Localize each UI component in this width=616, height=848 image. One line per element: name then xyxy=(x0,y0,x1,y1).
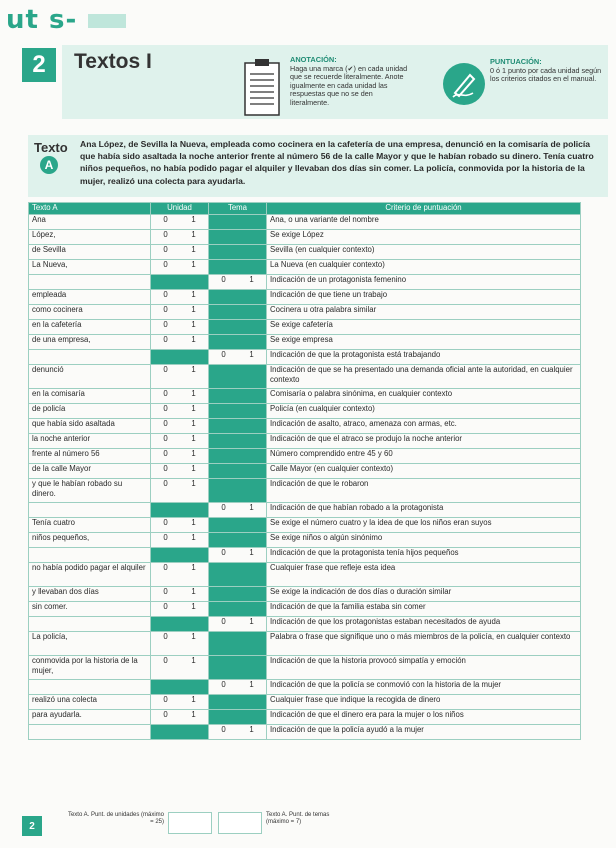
unidad-score-cell[interactable] xyxy=(151,230,209,245)
criterio-cell: Sevilla (en cualquier contexto) xyxy=(267,245,581,260)
criterio-cell: Ana, o una variante del nombre xyxy=(267,215,581,230)
temas-label: Texto A. Punt. de temas (máximo = 7) xyxy=(266,812,330,825)
score-one[interactable]: 1 xyxy=(249,617,254,626)
unidad-blank-cell xyxy=(151,617,209,632)
unidad-blank-cell xyxy=(151,725,209,740)
unidad-score-cell[interactable] xyxy=(151,335,209,350)
temas-footer-label xyxy=(266,812,336,825)
score-one[interactable]: 1 xyxy=(191,230,196,239)
texto-a-unit: de Sevilla xyxy=(29,245,151,260)
score-one[interactable]: 1 xyxy=(191,434,196,443)
texto-label: Texto xyxy=(34,140,68,155)
tema-blank-cell xyxy=(209,215,267,230)
score-zero[interactable]: 0 xyxy=(163,290,168,299)
publisher-logo: ut s- xyxy=(6,5,78,35)
score-zero[interactable]: 0 xyxy=(163,533,168,542)
unidad-score-cell[interactable] xyxy=(151,365,209,389)
anotacion-label: ANOTACIÓN: xyxy=(290,55,337,64)
score-one[interactable]: 1 xyxy=(191,602,196,611)
criterio-cell: Indicación de que tiene un trabajo xyxy=(267,290,581,305)
criterio-cell: Indicación de que la familia estaba sin comer xyxy=(267,602,581,617)
texto-letter-badge: A xyxy=(40,156,58,174)
score-zero[interactable]: 0 xyxy=(163,260,168,269)
clipboard-icon xyxy=(244,58,280,116)
criterio-cell: Cocinera u otra palabra similar xyxy=(267,305,581,320)
score-zero[interactable]: 0 xyxy=(221,350,226,359)
score-zero[interactable]: 0 xyxy=(163,230,168,239)
unit-row xyxy=(29,587,581,602)
criterio-cell: Policía (en cualquier contexto) xyxy=(267,404,581,419)
unit-row xyxy=(29,404,581,419)
puntuacion-note xyxy=(490,58,608,84)
criterio-cell: La Nueva (en cualquier contexto) xyxy=(267,260,581,275)
score-one[interactable]: 1 xyxy=(249,275,254,284)
page-title: Textos I xyxy=(74,50,152,73)
unidad-score-cell[interactable] xyxy=(151,215,209,230)
tema-blank-cell xyxy=(209,632,267,656)
tema-blank-cell xyxy=(209,389,267,404)
unidades-extra-box[interactable] xyxy=(218,812,262,834)
unidad-score-cell[interactable] xyxy=(151,518,209,533)
score-zero[interactable]: 0 xyxy=(163,602,168,611)
criterio-cell: Indicación de que la protagonista tenía hijos pequeños xyxy=(267,548,581,563)
criterio-cell: Se exige el número cuatro y la idea de que los niños eran suyos xyxy=(267,518,581,533)
unit-row xyxy=(29,419,581,434)
tema-blank-cell xyxy=(209,479,267,503)
unidad-score-cell[interactable] xyxy=(151,245,209,260)
logo-accent-bar xyxy=(88,14,126,28)
score-one[interactable]: 1 xyxy=(191,695,196,704)
scoring-pen-icon xyxy=(443,63,485,105)
score-one[interactable]: 1 xyxy=(191,389,196,398)
tema-blank-cell xyxy=(209,434,267,449)
texto-body: Ana López, de Sevilla la Nueva, empleada como cocinera en la cafetería de una empresa, denunció en la comisaría de policía que había sido asaltada la noche anterior frente al número 56 de la calle Mayor y que le habían robado su dinero. Tenía cuatro niños pequeños, no había podido pagar el alquiler y llevaban dos días sin comer. La policía, conmovida por la historia de la mujer, realizó una colecta para ayudarla. xyxy=(80,139,594,186)
score-one[interactable]: 1 xyxy=(249,350,254,359)
unit-row xyxy=(29,215,581,230)
tema-blank-cell xyxy=(209,602,267,617)
score-one[interactable]: 1 xyxy=(191,632,196,641)
score-one[interactable]: 1 xyxy=(191,215,196,224)
criterio-cell: Indicación de que la historia provocó simpatía y emoción xyxy=(267,656,581,680)
unidad-score-cell[interactable] xyxy=(151,710,209,725)
unit-row xyxy=(29,656,581,680)
score-zero[interactable]: 0 xyxy=(163,710,168,719)
unidad-score-cell[interactable] xyxy=(151,563,209,587)
unidades-label: Texto A. Punt. de unidades (máximo = 25) xyxy=(67,812,164,825)
table-header-row xyxy=(29,203,581,215)
unidad-blank-cell xyxy=(151,548,209,563)
score-zero[interactable]: 0 xyxy=(221,725,226,734)
unit-row xyxy=(29,449,581,464)
theme-row xyxy=(29,617,581,632)
tema-blank-cell xyxy=(209,365,267,389)
unidad-score-cell[interactable] xyxy=(151,290,209,305)
score-zero[interactable]: 0 xyxy=(163,215,168,224)
texto-a-unit: sin comer. xyxy=(29,602,151,617)
texto-a-unit: Tenía cuatro xyxy=(29,518,151,533)
criterio-cell: Calle Mayor (en cualquier contexto) xyxy=(267,464,581,479)
score-one[interactable]: 1 xyxy=(249,725,254,734)
score-one[interactable]: 1 xyxy=(191,710,196,719)
criterio-cell: Se exige la indicación de dos días o duración similar xyxy=(267,587,581,602)
score-zero[interactable]: 0 xyxy=(163,404,168,413)
texto-a-blank xyxy=(29,680,151,695)
score-one[interactable]: 1 xyxy=(191,656,196,665)
score-zero[interactable]: 0 xyxy=(221,503,226,512)
score-one[interactable]: 1 xyxy=(249,503,254,512)
texto-a-unit: en la cafetería xyxy=(29,320,151,335)
score-zero[interactable]: 0 xyxy=(163,464,168,473)
criterio-cell: Indicación de que la policía ayudó a la mujer xyxy=(267,725,581,740)
header-tema: Tema xyxy=(209,203,267,215)
score-one[interactable]: 1 xyxy=(191,533,196,542)
unidad-score-cell[interactable] xyxy=(151,632,209,656)
score-one[interactable]: 1 xyxy=(191,563,196,572)
score-zero[interactable]: 0 xyxy=(163,518,168,527)
unidades-total-box[interactable] xyxy=(168,812,212,834)
tema-score-cell[interactable] xyxy=(209,350,267,365)
score-zero[interactable]: 0 xyxy=(163,632,168,641)
score-one[interactable]: 1 xyxy=(191,419,196,428)
tema-score-cell[interactable] xyxy=(209,548,267,563)
tema-blank-cell xyxy=(209,587,267,602)
score-one[interactable]: 1 xyxy=(191,335,196,344)
score-zero[interactable]: 0 xyxy=(163,389,168,398)
puntuacion-text: 0 ó 1 punto por cada unidad según los criterios citados en el manual. xyxy=(490,65,602,84)
texto-a-blank xyxy=(29,275,151,290)
score-one[interactable]: 1 xyxy=(191,305,196,314)
tema-blank-cell xyxy=(209,245,267,260)
score-zero[interactable]: 0 xyxy=(163,419,168,428)
score-one[interactable]: 1 xyxy=(249,680,254,689)
criterio-cell: Palabra o frase que signifique uno o más miembros de la policía, en cualquier contexto xyxy=(267,632,581,656)
theme-row xyxy=(29,503,581,518)
unidad-blank-cell xyxy=(151,680,209,695)
unit-row xyxy=(29,335,581,350)
texto-a-blank xyxy=(29,617,151,632)
tema-blank-cell xyxy=(209,230,267,245)
tema-blank-cell xyxy=(209,404,267,419)
unit-row xyxy=(29,305,581,320)
tema-score-cell[interactable] xyxy=(209,725,267,740)
unidad-score-cell[interactable] xyxy=(151,479,209,503)
unidad-score-cell[interactable] xyxy=(151,656,209,680)
criterio-cell: Indicación de que le robaron xyxy=(267,479,581,503)
unit-row xyxy=(29,518,581,533)
tema-blank-cell xyxy=(209,533,267,548)
criterio-cell: Indicación de que la policía se conmovió con la historia de la mujer xyxy=(267,680,581,695)
tema-blank-cell xyxy=(209,320,267,335)
score-one[interactable]: 1 xyxy=(191,365,196,374)
score-one[interactable]: 1 xyxy=(191,245,196,254)
unidad-score-cell[interactable] xyxy=(151,320,209,335)
unit-row xyxy=(29,260,581,275)
header-unidad: Unidad xyxy=(151,203,209,215)
score-zero[interactable]: 0 xyxy=(163,434,168,443)
texto-a-blank xyxy=(29,503,151,518)
unit-row xyxy=(29,389,581,404)
criterio-cell: Se exige niños o algún sinónimo xyxy=(267,533,581,548)
score-zero[interactable]: 0 xyxy=(163,449,168,458)
texto-a-blank xyxy=(29,350,151,365)
texto-a-blank xyxy=(29,548,151,563)
tema-blank-cell xyxy=(209,464,267,479)
criterio-cell: Indicación de un protagonista femenino xyxy=(267,275,581,290)
unidad-score-cell[interactable] xyxy=(151,404,209,419)
theme-row xyxy=(29,548,581,563)
texto-a-unit: López, xyxy=(29,230,151,245)
score-one[interactable]: 1 xyxy=(191,404,196,413)
unidad-score-cell[interactable] xyxy=(151,389,209,404)
texto-a-unit: como cocinera xyxy=(29,305,151,320)
criterio-cell: Indicación de que los protagonistas estaban necesitados de ayuda xyxy=(267,617,581,632)
criterio-cell: Indicación de asalto, atraco, amenaza con armas, etc. xyxy=(267,419,581,434)
unit-row xyxy=(29,290,581,305)
theme-row xyxy=(29,350,581,365)
criterio-cell: Se exige López xyxy=(267,230,581,245)
score-zero[interactable]: 0 xyxy=(163,335,168,344)
texto-a-unit: denunció xyxy=(29,365,151,389)
header-criterio: Criterio de puntuación xyxy=(267,203,581,215)
score-zero[interactable]: 0 xyxy=(163,563,168,572)
criterio-cell: Cualquier frase que indique la recogida de dinero xyxy=(267,695,581,710)
unit-row xyxy=(29,464,581,479)
tema-blank-cell xyxy=(209,290,267,305)
texto-a-unit: que había sido asaltada xyxy=(29,419,151,434)
unit-row xyxy=(29,245,581,260)
unidad-score-cell[interactable] xyxy=(151,449,209,464)
texto-a-unit: y que le habían robado su dinero. xyxy=(29,479,151,503)
unit-row xyxy=(29,632,581,656)
tema-score-cell[interactable] xyxy=(209,503,267,518)
unidades-footer-label xyxy=(64,812,164,825)
score-zero[interactable]: 0 xyxy=(163,695,168,704)
tema-blank-cell xyxy=(209,518,267,533)
tema-blank-cell xyxy=(209,710,267,725)
unit-row xyxy=(29,695,581,710)
tema-blank-cell xyxy=(209,563,267,587)
score-one[interactable]: 1 xyxy=(191,260,196,269)
score-zero[interactable]: 0 xyxy=(163,320,168,329)
texto-a-unit: La Nueva, xyxy=(29,260,151,275)
texto-a-unit: y llevaban dos días xyxy=(29,587,151,602)
unit-row xyxy=(29,710,581,725)
texto-a-unit: empleada xyxy=(29,290,151,305)
criterio-cell: Indicación de que se ha presentado una demanda oficial ante la autoridad, en cualquier contexto xyxy=(267,365,581,389)
texto-a-unit: de la calle Mayor xyxy=(29,464,151,479)
score-zero[interactable]: 0 xyxy=(163,245,168,254)
score-zero[interactable]: 0 xyxy=(221,680,226,689)
score-one[interactable]: 1 xyxy=(249,548,254,557)
texto-a-unit: la noche anterior xyxy=(29,434,151,449)
anotacion-note xyxy=(290,56,412,108)
criterio-cell: Número comprendido entre 45 y 60 xyxy=(267,449,581,464)
puntuacion-label: PUNTUACIÓN: xyxy=(490,57,542,66)
unit-row xyxy=(29,365,581,389)
unit-row xyxy=(29,602,581,617)
criterio-cell: Indicación de que habían robado a la protagonista xyxy=(267,503,581,518)
texto-a-unit: no había podido pagar el alquiler xyxy=(29,563,151,587)
texto-a-unit: para ayudarla. xyxy=(29,710,151,725)
tema-score-cell[interactable] xyxy=(209,680,267,695)
page-number: 2 xyxy=(22,816,42,836)
texto-a-unit: La policía, xyxy=(29,632,151,656)
score-one[interactable]: 1 xyxy=(191,320,196,329)
unit-row xyxy=(29,320,581,335)
score-zero[interactable]: 0 xyxy=(163,305,168,314)
unidad-score-cell[interactable] xyxy=(151,602,209,617)
unidad-score-cell[interactable] xyxy=(151,533,209,548)
unit-row xyxy=(29,563,581,587)
tema-blank-cell xyxy=(209,656,267,680)
section-number: 2 xyxy=(22,48,56,82)
score-zero[interactable]: 0 xyxy=(163,587,168,596)
theme-row xyxy=(29,680,581,695)
texto-a-blank xyxy=(29,725,151,740)
score-one[interactable]: 1 xyxy=(191,587,196,596)
score-zero[interactable]: 0 xyxy=(221,275,226,284)
tema-blank-cell xyxy=(209,449,267,464)
criterio-cell: Indicación de que la protagonista está trabajando xyxy=(267,350,581,365)
unidad-score-cell[interactable] xyxy=(151,305,209,320)
score-one[interactable]: 1 xyxy=(191,290,196,299)
criterio-cell: Se exige empresa xyxy=(267,335,581,350)
unidad-score-cell[interactable] xyxy=(151,260,209,275)
texto-a-unit: Ana xyxy=(29,215,151,230)
texto-a-unit: frente al número 56 xyxy=(29,449,151,464)
score-one[interactable]: 1 xyxy=(191,479,196,488)
unit-row xyxy=(29,479,581,503)
unidad-score-cell[interactable] xyxy=(151,434,209,449)
unit-row xyxy=(29,434,581,449)
unidad-score-cell[interactable] xyxy=(151,464,209,479)
tema-blank-cell xyxy=(209,305,267,320)
theme-row xyxy=(29,725,581,740)
texto-a-unit: de policía xyxy=(29,404,151,419)
score-one[interactable]: 1 xyxy=(191,464,196,473)
criterio-cell: Indicación de que el atraco se produjo la noche anterior xyxy=(267,434,581,449)
tema-blank-cell xyxy=(209,695,267,710)
score-zero[interactable]: 0 xyxy=(221,548,226,557)
anotacion-text: Haga una marca (✔) en cada unidad que se recuerde literalmente. Anote igualmente en cada unidad las respuestas que no se den literalmente. xyxy=(290,63,408,107)
tema-blank-cell xyxy=(209,260,267,275)
score-zero[interactable]: 0 xyxy=(163,365,168,374)
score-one[interactable]: 1 xyxy=(191,518,196,527)
tema-blank-cell xyxy=(209,419,267,434)
theme-row xyxy=(29,275,581,290)
scoring-table xyxy=(28,202,581,740)
unit-row xyxy=(29,230,581,245)
tema-score-cell[interactable] xyxy=(209,617,267,632)
texto-a-unit: niños pequeños, xyxy=(29,533,151,548)
unit-row xyxy=(29,533,581,548)
score-one[interactable]: 1 xyxy=(191,449,196,458)
header-texto: Texto A xyxy=(29,203,151,215)
score-zero[interactable]: 0 xyxy=(163,656,168,665)
score-zero[interactable]: 0 xyxy=(163,479,168,488)
unidad-score-cell[interactable] xyxy=(151,695,209,710)
tema-blank-cell xyxy=(209,335,267,350)
criterio-cell: Se exige cafetería xyxy=(267,320,581,335)
texto-a-unit: conmovida por la historia de la mujer, xyxy=(29,656,151,680)
unidad-blank-cell xyxy=(151,503,209,518)
texto-a-unit: de una empresa, xyxy=(29,335,151,350)
unidad-score-cell[interactable] xyxy=(151,419,209,434)
criterio-cell: Indicación de que el dinero era para la mujer o los niños xyxy=(267,710,581,725)
criterio-cell: Cualquier frase que refleje esta idea xyxy=(267,563,581,587)
unidad-score-cell[interactable] xyxy=(151,587,209,602)
texto-a-unit: en la comisaría xyxy=(29,389,151,404)
table-body xyxy=(29,215,581,740)
texto-a-unit: realizó una colecta xyxy=(29,695,151,710)
criterio-cell: Comisaría o palabra sinónima, en cualquier contexto xyxy=(267,389,581,404)
unidad-blank-cell xyxy=(151,350,209,365)
score-zero[interactable]: 0 xyxy=(221,617,226,626)
unidad-blank-cell xyxy=(151,275,209,290)
tema-score-cell[interactable] xyxy=(209,275,267,290)
